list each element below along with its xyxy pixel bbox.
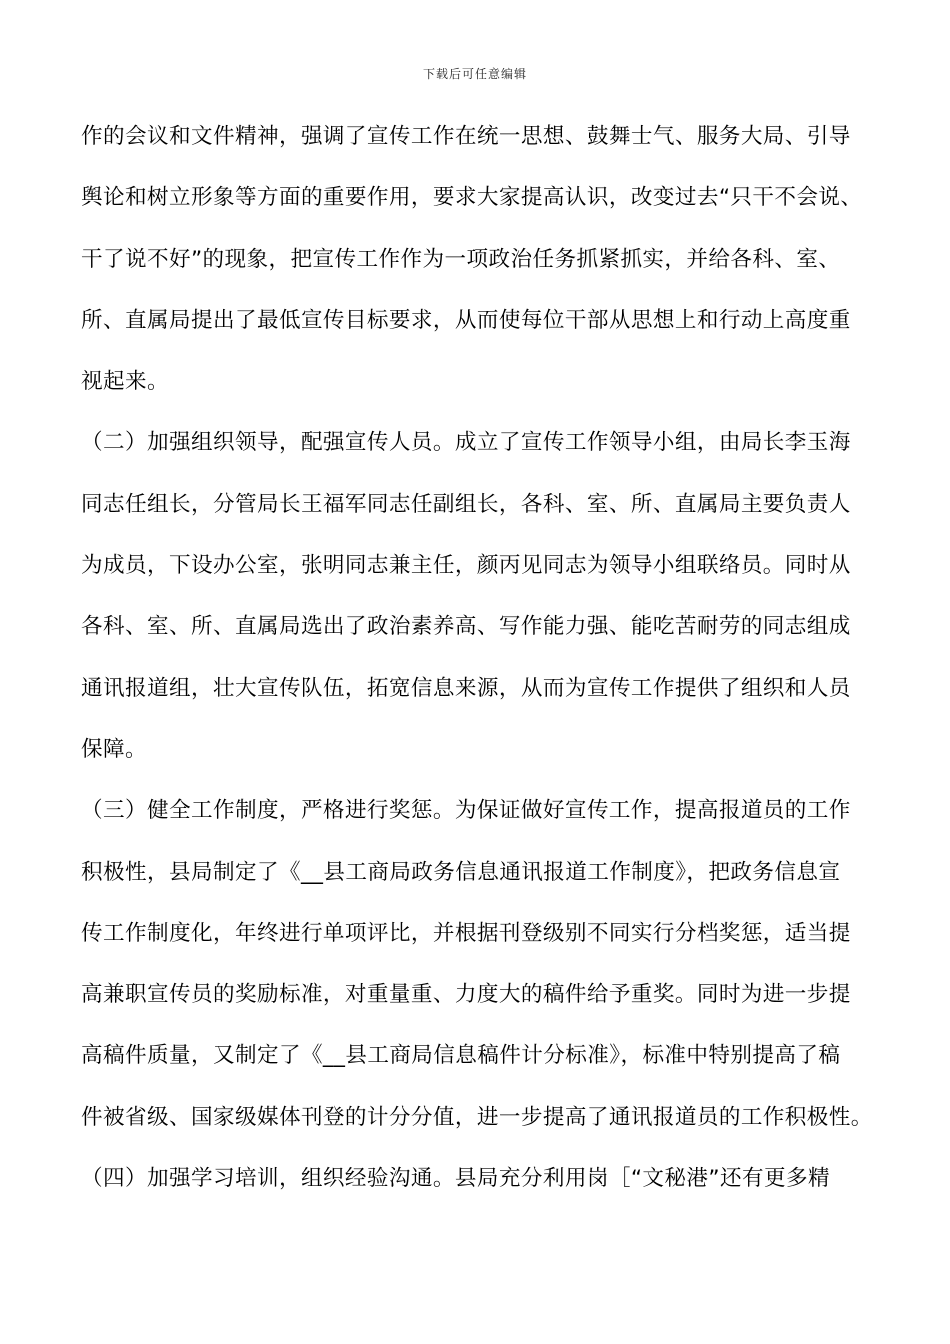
text-line: 为成员，下设办公室，张明同志兼主任，颜丙见同志为领导小组联络员。同时从 (81, 553, 851, 579)
text-line: 同志任组长，分管局长王福军同志任副组长，各科、室、所、直属局主要负责人 (81, 491, 851, 517)
text-line: 干了说不好”的现象，把宣传工作作为一项政治任务抓紧抓实，并给各科、室、 (81, 246, 841, 272)
text-line: 保障。 (81, 736, 147, 762)
text-line: 高兼职宣传员的奖励标准，对重量重、力度大的稿件给予重奖。同时为进一步提 (81, 982, 851, 1008)
text-line: 高稿件质量，又制定了《__县工商局信息稿件计分标准》，标准中特别提高了稿 (81, 1043, 841, 1069)
text-line: 各科、室、所、直属局选出了政治素养高、写作能力强、能吃苦耐劳的同志组成 (81, 614, 851, 640)
section-heading-line: （二）加强组织领导，配强宣传人员。成立了宣传工作领导小组，由局长李玉海 (81, 430, 851, 456)
text-line: 视起来。 (81, 369, 169, 395)
section-heading-line: （三）健全工作制度，严格进行奖惩。为保证做好宣传工作，提高报道员的工作 (81, 798, 851, 824)
text-line: 积极性，县局制定了《__县工商局政务信息通讯报道工作制度》，把政务信息宣 (81, 859, 841, 885)
section-heading-line: （四）加强学习培训，组织经验沟通。县局充分利用岗［“文秘港”还有更多精 (81, 1166, 830, 1192)
text-line: 传工作制度化，年终进行单项评比，并根据刊登级别不同实行分档奖惩，适当提 (81, 920, 851, 946)
document-body (81, 116, 871, 1219)
text-line: 作的会议和文件精神，强调了宣传工作在统一思想、鼓舞士气、服务大局、引导 (81, 124, 851, 149)
text-line: 所、直属局提出了最低宣传目标要求，从而使每位干部从思想上和行动上高度重 (81, 307, 851, 333)
text-line: 件被省级、国家级媒体刊登的计分分值，进一步提高了通讯报道员的工作积极性。 (81, 1104, 873, 1130)
page-header: 下载后可任意编辑 (422, 67, 527, 81)
text-line: 通讯报道组，壮大宣传队伍，拓宽信息来源，从而为宣传工作提供了组织和人员 (81, 675, 851, 701)
text-line: 舆论和树立形象等方面的重要作用，要求大家提高认识，改变过去“只干不会说、 (81, 185, 863, 211)
